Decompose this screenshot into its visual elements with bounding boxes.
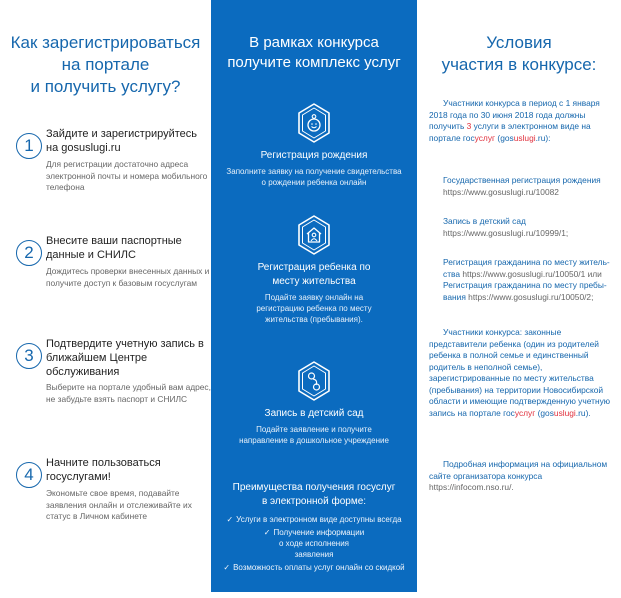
link-birth-registration: Государственная регистрация рождения https://www.gosuslugi.ru/10082 (443, 175, 619, 198)
advantage-item: ✓ Услуги в электронном виде доступны всегда (226, 515, 402, 524)
step-description: Выберите на портале удобный вам адрес, не забудьте взять паспорт и СНИЛС (46, 382, 211, 404)
house-person-icon (297, 215, 331, 255)
service-description: Подайте заявление и получите направление в дошкольное учреждение (239, 425, 389, 445)
step-description: Экономьте свое время, подавайте заявления онлайн и отслеживайте их статус в Личном кабинете (46, 488, 192, 521)
registration-steps-column (0, 0, 211, 598)
url-link[interactable]: https://www.gosuslugi.ru/10082 (443, 186, 559, 197)
service-description: Заполните заявку на получение свидетельства о рождении ребенка онлайн (226, 167, 402, 187)
checkmark-icon: ✓ (263, 528, 271, 537)
step-title: Зайдите и зарегистрируйтесь на gosuslugi.ru (46, 128, 198, 154)
pacifier-icon (297, 361, 331, 401)
service-birth-registration (211, 103, 417, 188)
service-residence-registration (211, 215, 417, 325)
service-title: Регистрация рождения (260, 150, 368, 161)
right-title: Условия участия в конкурсе: (441, 33, 597, 74)
service-count: 3 (466, 121, 472, 131)
step-number-circle: 4 (16, 462, 42, 488)
contest-intro: Участники конкурса в период с 1 января 2018 года по 30 июня 2018 года должны получить 3 услуги в электронном виде на портале госуслуг (gosuslugi.ru): (429, 98, 600, 143)
step-number-circle: 2 (16, 240, 42, 266)
checkmark-icon: ✓ (226, 515, 234, 524)
url-link[interactable]: https://www.gosuslugi.ru/10999/1; (443, 227, 569, 238)
link-residence-registration: Регистрация гражданина по месту житель-ства https://www.gosuslugi.ru/10050/1 или Регистрация гражданина по месту пребы-вания https://www.gosuslugi.ru/10050/2; (443, 257, 610, 302)
services-panel (211, 0, 417, 592)
middle-title: В рамках конкурса получите комплекс услуг (227, 34, 401, 71)
service-title: Регистрация ребенка по месту жительства (257, 262, 371, 287)
step-number-circle: 3 (16, 343, 42, 369)
advantages-list (211, 514, 417, 575)
service-title: Запись в детский сад (264, 408, 364, 419)
contest-participants: Участники конкурса: законные представители ребенка (один из родителей ребенка в полной семье и единственный родитель в неполной семье), зарегистрированные по месту жительства (пребывания) на территории Новосибирской области и имеющие подтвержденную учетную запись на портале госуслуг (gosuslugi.ru). (429, 327, 611, 418)
step-description: Дождитесь проверки внесенных данных и получите доступ к базовым госуслугам (46, 266, 210, 288)
link-kindergarten: Запись в детский сад https://www.gosuslugi.ru/10999/1; (443, 216, 619, 239)
advantage-item: ✓ Возможность оплаты услуг онлайн со скидкой (223, 563, 405, 572)
checkmark-icon: ✓ (223, 563, 231, 572)
advantages-title: Преимущества получения госуслуг в электронной форме: (232, 482, 396, 507)
step-description: Для регистрации достаточно адреса электронной почты и номера мобильного телефона (46, 159, 208, 192)
contest-conditions-column (417, 0, 621, 598)
service-kindergarten-enrollment (211, 361, 417, 446)
url-link[interactable]: https://infocom.nso.ru/. (429, 482, 514, 492)
step-title: Подтвердите учетную запись в ближайшем Центре обслуживания (46, 338, 204, 378)
url-link[interactable]: https://www.gosuslugi.ru/10050/2; (465, 291, 594, 302)
step-title: Начните пользоваться госуслугами! (46, 457, 161, 483)
step-title: Внесите ваши паспортные данные и СНИЛС (46, 235, 182, 261)
url-link[interactable]: https://www.gosuslugi.ru/10050/1 или (460, 268, 602, 279)
baby-face-icon (297, 103, 331, 143)
left-title: Как зарегистрироваться на портале и получить услугу? (10, 33, 201, 96)
step-number-circle: 1 (16, 133, 42, 159)
more-info: Подробная информация на официальном сайте организатора конкурса https://infocom.nso.ru/. (429, 459, 615, 494)
advantage-item: ✓ Получение информации о ходе исполнения заявления (263, 528, 365, 559)
service-description: Подайте заявку онлайн на регистрацию ребенка по месту жительства (пребывания). (256, 293, 372, 324)
